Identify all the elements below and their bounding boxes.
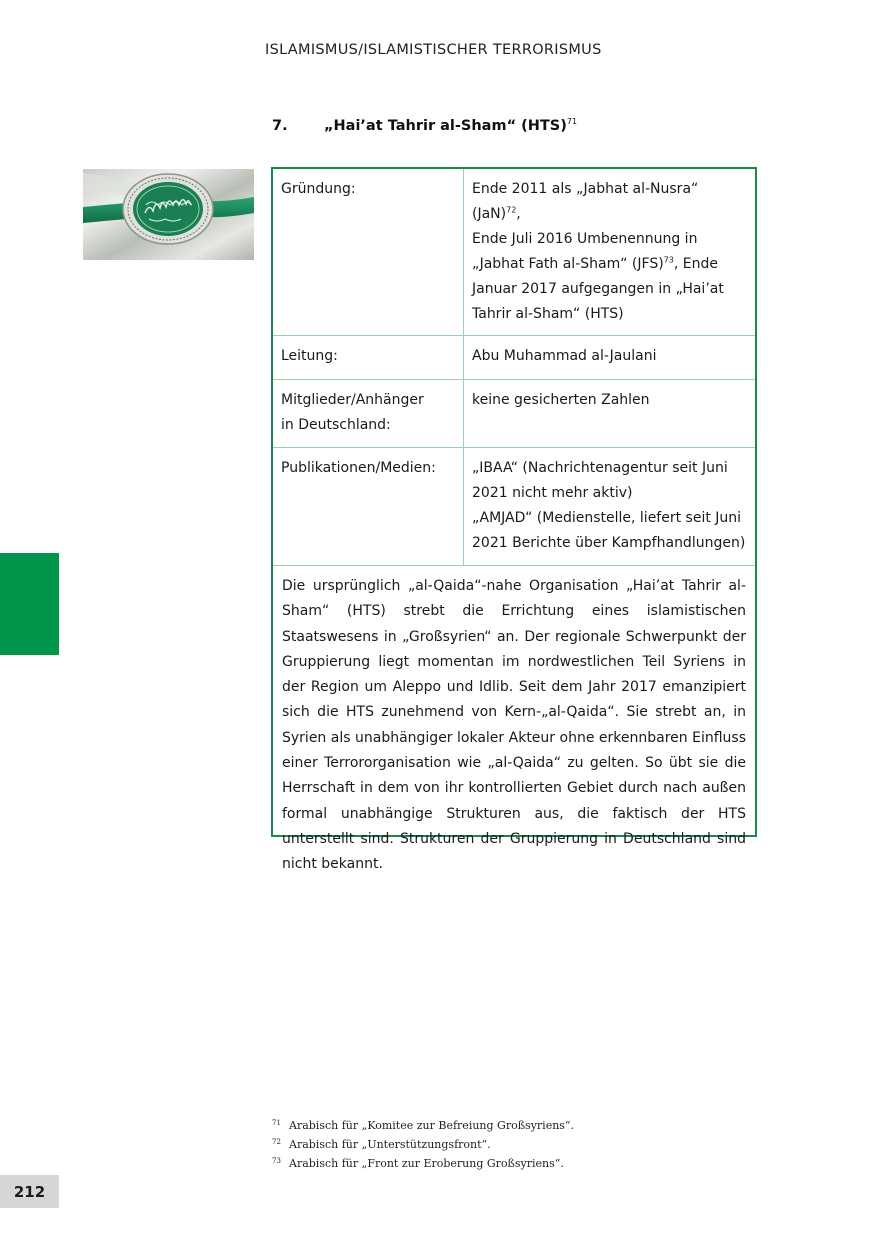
section-number: 7. [272,118,288,134]
footnote-text: Arabisch für „Komitee zur Befreiung Großsyriens“. [289,1119,575,1132]
profile-table [273,169,755,566]
founding-line: „Jabhat Fath al-Sham“ (JFS) [472,256,664,272]
footnote-ref-73: 73 [663,255,674,265]
footnote-ref-72: 72 [506,205,517,215]
organization-description: Die ursprünglich „al-Qaida“-nahe Organisation „Hai’at Tahrir al-Sham“ (HTS) strebt die Errichtung eines islamistischen Staatswesens in „Großsyrien“ an. Der regionale Schwerpunkt der Gruppierung liegt momentan im nordwestlichen Teil Syriens in der Region um Aleppo und Idlib. Seit dem Jahr 2017 emanzipiert sich die HTS zunehmend von Kern-„al-Qaida“. Sie strebt an, in Syrien als unabhängiger lokaler Akteur ohne erkennbaren Einfluss einer Terrororganisation wie „al-Qaida“ zu gelten. So übt sie die Herrschaft in dem von ihr kontrollierten Gebiet durch nach außen formal unabhängige Strukturen aus, die faktisch der HTS unterstellt sind. Strukturen der Gruppierung in Deutschland sind nicht bekannt. [282,578,746,873]
section-heading [272,118,577,134]
organization-profile-box [271,167,757,873]
running-head: ISLAMISMUS/ISLAMISTISCHER TERRORISMUS [265,42,602,58]
footnote-number: 72 [272,1138,281,1146]
hts-flag-icon [83,169,254,260]
leadership-label: Leitung: [273,336,464,380]
publications-line: „IBAA“ (Nachrichtenagentur seit Juni [472,460,728,476]
footnote-text: Arabisch für „Unterstützungsfront“. [289,1138,491,1151]
publications-line: „AMJAD“ (Medienstelle, liefert seit Juni [472,510,742,526]
founding-line: Ende Juli 2016 Umbenennung in [472,231,698,247]
footnote [272,1135,772,1154]
footnote-number: 71 [272,1119,281,1127]
publications-value [464,448,756,566]
section-title: „Hai’at Tahrir al-Sham“ (HTS) [324,118,567,134]
table-row [273,336,755,380]
chapter-tab-marker [0,553,59,655]
founding-line: Tahrir al-Sham“ (HTS) [472,306,624,322]
footnote-text: Arabisch für „Front zur Eroberung Großsyriens“. [289,1157,564,1170]
publications-line: 2021 nicht mehr aktiv) [472,485,633,501]
footnote [272,1154,772,1173]
founding-value [464,169,756,336]
footnote [272,1116,772,1135]
members-label-line: Mitglieder/Anhänger [281,392,424,408]
leadership-value: Abu Muhammad al-Jaulani [464,336,756,380]
table-row [273,169,755,336]
members-value: keine gesicherten Zahlen [464,380,756,448]
publications-label: Publikationen/Medien: [273,448,464,566]
table-row [273,380,755,448]
founding-line: , [516,206,521,222]
footnotes [272,1116,772,1173]
footnote-number: 73 [272,1157,281,1165]
founding-line: , Ende [673,256,718,272]
page-number: 212 [0,1175,59,1208]
members-label [273,380,464,448]
members-label-line: in Deutschland: [281,417,391,433]
founding-line: Ende 2011 als „Jabhat al-Nusra“ (JaN) [472,181,699,222]
footnote-ref-71: 71 [566,117,578,127]
publications-line: 2021 Berichte über Kampfhandlungen) [472,535,746,551]
founding-label: Gründung: [273,169,464,336]
table-row [273,448,755,566]
founding-line: Januar 2017 aufgegangen in „Hai’at [472,281,724,297]
